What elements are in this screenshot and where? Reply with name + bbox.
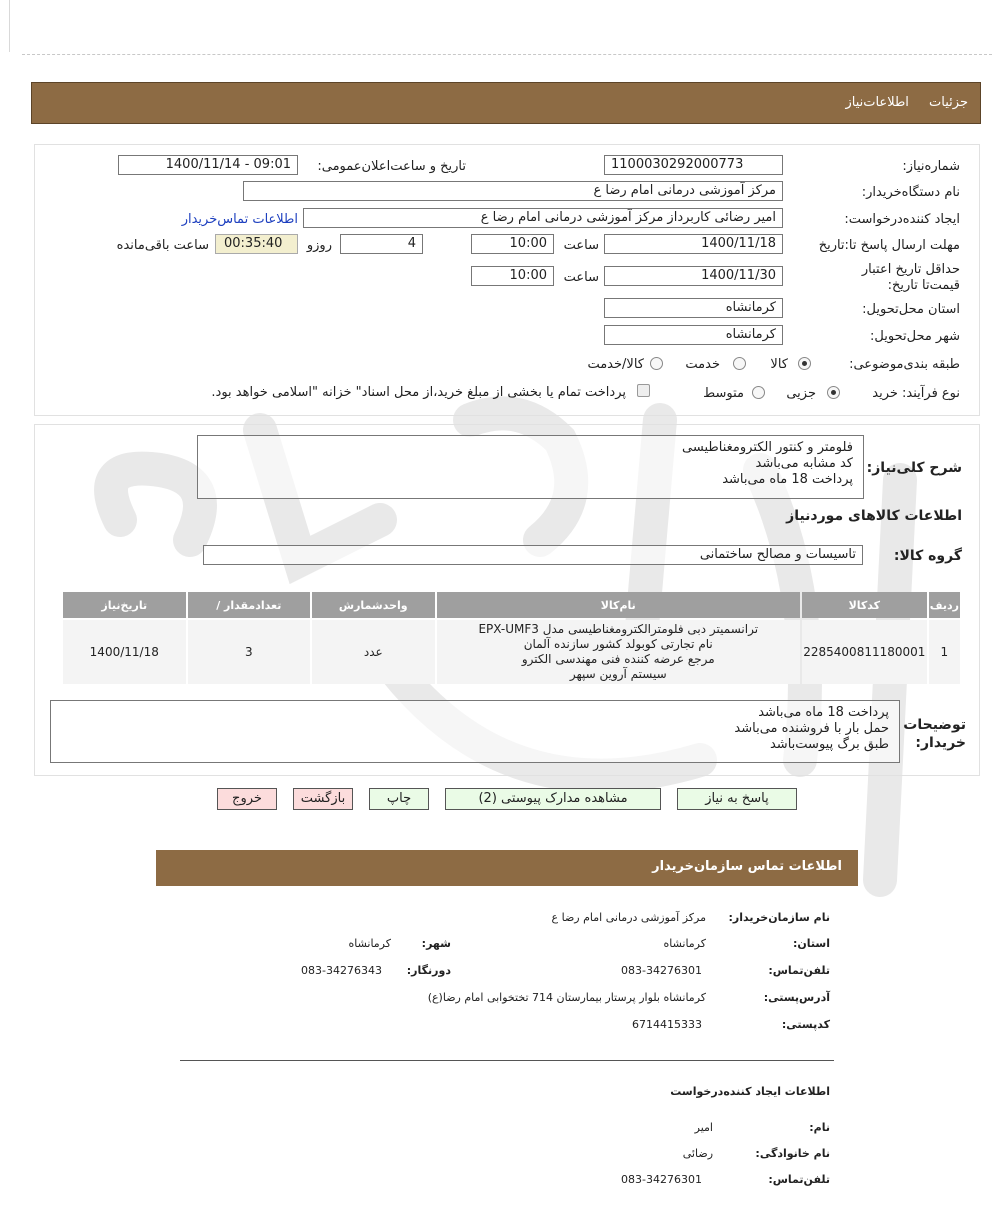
creator-name-label: نام: xyxy=(809,1121,830,1134)
deadline-date-value: 1400/11/18 xyxy=(701,236,776,251)
view-attachments-button[interactable]: مشاهده مدارک پیوستی (2) xyxy=(445,788,661,810)
goods-group-field: تاسیسات و مصالح ساختمانی xyxy=(203,545,863,565)
buyer-note-line: پرداخت 18 ماه می‌باشد xyxy=(758,705,889,720)
validity-label xyxy=(840,262,960,294)
general-description-box xyxy=(197,435,864,499)
process-radio-medium[interactable] xyxy=(752,386,765,399)
col-row: ردیف xyxy=(929,592,960,618)
category-radio-goods[interactable] xyxy=(798,357,811,370)
col-qty: تعدادمقدار / xyxy=(188,592,311,618)
cell-name xyxy=(437,620,800,684)
city-label: شهر محل‌تحویل: xyxy=(870,329,960,344)
name-line: نام تجارتی کوبولد کشور سازنده آلمان xyxy=(523,637,713,651)
buyer-contact-link[interactable]: اطلاعات تماس‌خریدار xyxy=(181,212,298,227)
contact-org-value: مرکز آموزشی درمانی امام رضا ع xyxy=(551,911,706,924)
contact-postal-label: کدپستی: xyxy=(781,1018,830,1031)
deadline-label: مهلت ارسال پاسخ تا:تاریخ xyxy=(818,238,960,253)
reply-button[interactable]: پاسخ به نیاز xyxy=(677,788,797,810)
buyer-notes-label-line: خریدار: xyxy=(915,735,966,751)
exit-button[interactable]: خروج xyxy=(217,788,277,810)
left-divider xyxy=(9,0,10,52)
col-code: کدکالا xyxy=(802,592,927,618)
announce-date-value: 1400/11/14 - 09:01 xyxy=(165,157,291,172)
cell-unit: عدد xyxy=(312,620,435,684)
validity-label-text: حداقل تاریخ اعتبار قیمت‌تا تاریخ: xyxy=(861,262,960,293)
deadline-time-field xyxy=(471,234,554,254)
contact-address-label: آدرس‌پستی: xyxy=(763,991,830,1004)
validity-time-field xyxy=(471,266,554,286)
treasury-text: پرداخت تمام یا بخشی از مبلغ خرید،از محل اسناد" خزانه "اسلامی خواهد بود. xyxy=(211,385,626,400)
city-field: کرمانشاه xyxy=(604,325,783,345)
remaining-timer: 00:35:40 xyxy=(215,234,298,254)
process-radio-minor[interactable] xyxy=(827,386,840,399)
deadline-hour-label: ساعت xyxy=(563,238,599,253)
goods-table xyxy=(61,590,962,686)
creator-family-value: رضائی xyxy=(682,1147,713,1160)
contact-postal-value: 6714415333 xyxy=(632,1018,702,1031)
treasury-checkbox[interactable] xyxy=(637,384,650,397)
category-radio-service[interactable] xyxy=(733,357,746,370)
tab-details[interactable]: جزئیات xyxy=(929,95,968,110)
contact-divider xyxy=(180,1060,834,1061)
contact-province-label: استان: xyxy=(793,937,830,950)
deadline-date-field xyxy=(604,234,783,254)
creator-phone-label: تلفن‌تماس: xyxy=(768,1173,830,1186)
process-option-minor: جزیی xyxy=(786,386,816,401)
description-line: پرداخت 18 ماه می‌باشد xyxy=(722,472,853,487)
col-unit: واحدشمارش xyxy=(312,592,435,618)
buyer-notes-label-line: توضیحات xyxy=(903,717,966,733)
days-field xyxy=(340,234,423,254)
buyer-org-field: مرکز آموزشی درمانی امام رضا ع xyxy=(243,181,783,201)
days-value: 4 xyxy=(407,236,416,251)
back-button[interactable]: بازگشت xyxy=(293,788,353,810)
buyer-note-line: طبق برگ پیوست‌باشد xyxy=(769,737,889,752)
creator-field: امیر رضائی کاربرداز مرکز آموزشی درمانی امام رضا ع xyxy=(303,208,783,228)
need-number-field: 1100030292000773 xyxy=(604,155,783,175)
buyer-notes-box xyxy=(50,700,900,763)
contact-city-label: شهر: xyxy=(421,937,451,950)
category-option-goods: کالا xyxy=(770,357,788,372)
top-dashed-divider xyxy=(22,54,992,55)
cell-code: 2285400811180001 xyxy=(802,620,927,684)
col-name: نام‌کالا xyxy=(437,592,800,618)
name-line: سیستم آروین سپهر xyxy=(569,667,667,681)
contact-city-value: کرمانشاه xyxy=(348,937,391,950)
description-line: فلومتر و کنتور الکترومغناطیسی xyxy=(682,440,853,455)
remaining-label: ساعت باقی‌مانده xyxy=(116,238,209,253)
province-label: استان محل‌تحویل: xyxy=(862,302,960,317)
contact-fax-label: دورنگار: xyxy=(406,964,451,977)
cell-row: 1 xyxy=(929,620,960,684)
province-field: کرمانشاه xyxy=(604,298,783,318)
col-date: تاریخ‌نیاز xyxy=(63,592,186,618)
print-button[interactable]: چاپ xyxy=(369,788,429,810)
name-line: ترانسمیتر دبی فلومترالکترومغناطیسی مدل EPX-UMF3 xyxy=(478,622,759,636)
process-label: نوع فرآیند: خرید xyxy=(872,386,960,401)
page-header-bar xyxy=(31,82,981,124)
goods-section-title: اطلاعات کالاهای موردنیاز xyxy=(786,508,962,524)
buyer-org-label: نام دستگاه‌خریدار: xyxy=(861,185,960,200)
general-description-label: شرح کلی‌نیاز: xyxy=(866,460,962,476)
contact-org-label: نام سازمان‌خریدار: xyxy=(728,911,830,924)
contact-fax-value: 083-34276343 xyxy=(301,964,382,977)
validity-hour-label: ساعت xyxy=(563,270,599,285)
validity-date-field xyxy=(604,266,783,286)
contact-phone-value: 083-34276301 xyxy=(621,964,702,977)
validity-time-value: 10:00 xyxy=(509,268,547,283)
name-line: مرجع عرضه کننده فنی مهندسی الکترو xyxy=(521,652,715,666)
creator-label: ایجاد کننده‌درخواست: xyxy=(844,212,960,227)
category-option-goods-service: کالا/خدمت xyxy=(587,357,644,372)
table-row xyxy=(63,620,960,684)
category-radio-goods-service[interactable] xyxy=(650,357,663,370)
process-option-medium: متوسط xyxy=(703,386,744,401)
contact-province-value: کرمانشاه xyxy=(663,937,706,950)
announce-date-field xyxy=(118,155,298,175)
days-label: روزو xyxy=(306,238,332,253)
tab-need-info[interactable]: اطلاعات‌نیاز xyxy=(845,95,909,110)
validity-date-value: 1400/11/30 xyxy=(701,268,776,283)
contact-phone-label: تلفن‌تماس: xyxy=(768,964,830,977)
creator-name-value: امیر xyxy=(694,1121,713,1134)
buyer-note-line: حمل بار با فروشنده می‌باشد xyxy=(734,721,889,736)
goods-group-label: گروه کالا: xyxy=(893,548,962,564)
contact-address-value: کرمانشاه بلوار پرستار بیمارستان 714 تختخوابی امام رضا(ع) xyxy=(427,991,706,1004)
creator-family-label: نام خانوادگی: xyxy=(755,1147,830,1160)
deadline-time-value: 10:00 xyxy=(509,236,547,251)
creator-phone-value: 083-34276301 xyxy=(621,1173,702,1186)
category-label: طبقه بندی‌موضوعی: xyxy=(849,357,960,372)
description-line: کد مشابه می‌باشد xyxy=(755,456,853,471)
need-number-label: شماره‌نیاز: xyxy=(902,159,960,174)
announce-date-label: تاریخ و ساعت‌اعلان‌عمومی: xyxy=(317,159,466,174)
cell-qty: 3 xyxy=(188,620,311,684)
category-option-service: خدمت xyxy=(685,357,720,372)
buyer-notes-label xyxy=(903,716,966,752)
contact-section-bar: اطلاعات تماس سازمان‌خریدار xyxy=(156,850,858,886)
cell-date: 1400/11/18 xyxy=(63,620,186,684)
creator-info-title: اطلاعات ایجاد کننده‌درخواست xyxy=(670,1085,830,1098)
